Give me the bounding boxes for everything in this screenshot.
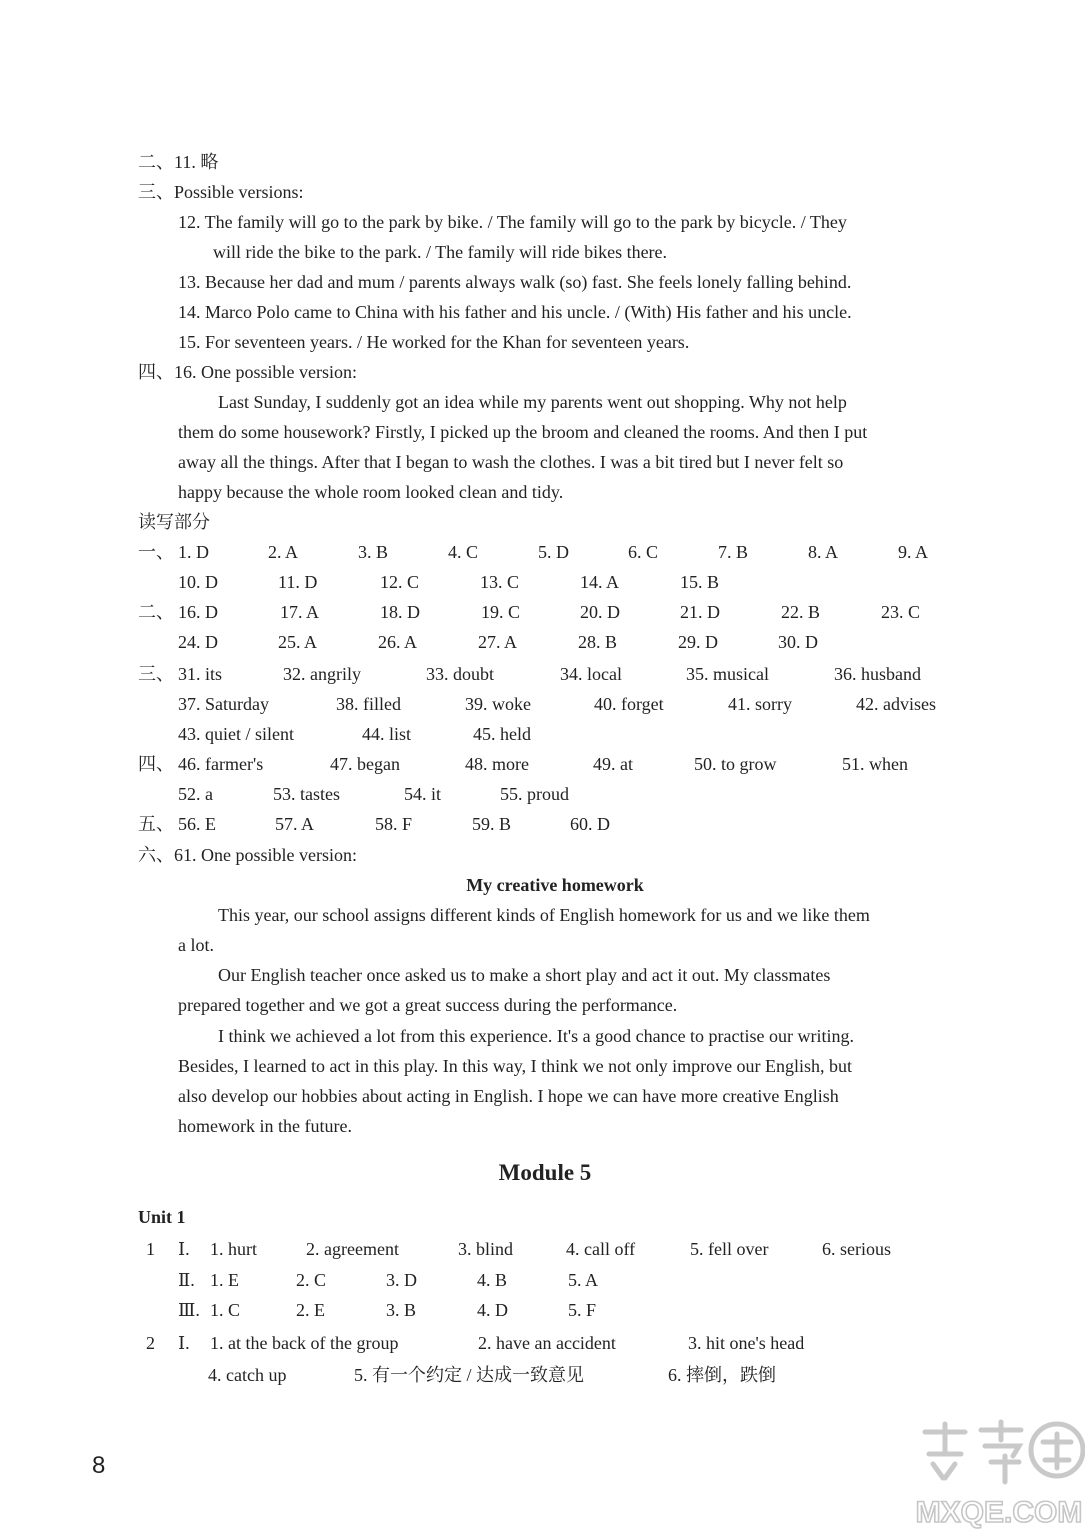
answer-item: 29. D xyxy=(678,632,718,652)
answer-item: 39. woke xyxy=(465,694,531,714)
reading-writing-heading: 读写部分 xyxy=(138,512,210,532)
answer-item: 31. its xyxy=(178,664,223,684)
answer-item: 11. D xyxy=(278,572,318,592)
answer-item: 4. D xyxy=(477,1300,508,1320)
answer-item: 27. A xyxy=(478,632,518,652)
answer-item: 21. D xyxy=(680,602,720,622)
answer-item: 16. D xyxy=(178,602,218,622)
answer-item: 15. B xyxy=(680,572,720,592)
u1-roman-1: Ⅰ. xyxy=(178,1239,190,1259)
answer-item: 17. A xyxy=(280,602,320,622)
answer-item: 18. D xyxy=(380,602,420,622)
answer-item: 41. sorry xyxy=(728,694,792,714)
u1-roman-2: Ⅱ. xyxy=(178,1270,195,1290)
essay2-title: My creative homework xyxy=(466,875,644,895)
q12-line1: 12. The family will go to the park by bike. / The family will go to the park by bicycle. / They xyxy=(178,212,847,232)
answer-item: 53. tastes xyxy=(273,784,340,804)
answer-item: 40. forget xyxy=(594,694,664,714)
module-title: Module 5 xyxy=(498,1160,592,1185)
essay2-line: I think we achieved a lot from this experience. It's a good chance to practise our writing. xyxy=(218,1026,855,1046)
essay1-line: happy because the whole room looked clean and tidy. xyxy=(178,482,564,502)
answer-item: 1. at the back of the group xyxy=(210,1333,399,1353)
answer-item: 4. call off xyxy=(566,1239,636,1259)
u1-roman-3: Ⅲ. xyxy=(178,1300,200,1320)
answer-item: 46. farmer's xyxy=(178,754,264,774)
essay2-line: a lot. xyxy=(178,935,214,955)
answer-item: 45. held xyxy=(473,724,531,744)
essay2-line: Our English teacher once asked us to make a short play and act it out. My classmates xyxy=(218,965,831,985)
answer-item: 60. D xyxy=(570,814,610,834)
answer-item: 10. D xyxy=(178,572,218,592)
answer-item: 34. local xyxy=(560,664,622,684)
answer-item: 6. serious xyxy=(822,1239,891,1259)
answer-item: 58. F xyxy=(375,814,413,834)
answer-item: 57. A xyxy=(275,814,315,834)
answer-item: 59. B xyxy=(472,814,512,834)
answer-item: 56. E xyxy=(178,814,216,834)
rw-sec3-prefix: 三、 xyxy=(138,664,174,684)
answer-item: 2. agreement xyxy=(306,1239,399,1259)
sec3-heading: 三、Possible versions: xyxy=(138,182,304,202)
watermark-text: MXQE.COM xyxy=(915,1496,1083,1529)
q13: 13. Because her dad and mum / parents always walk (so) fast. She feels lonely falling behind. xyxy=(178,272,852,292)
essay2-line: homework in the future. xyxy=(178,1116,352,1136)
answer-item: 2. C xyxy=(296,1270,327,1290)
answer-item: 35. musical xyxy=(686,664,769,684)
answer-item: 5. F xyxy=(568,1300,597,1320)
rw-sec2-prefix: 二、 xyxy=(138,602,174,622)
answer-item: 13. C xyxy=(480,572,520,592)
answer-item: 37. Saturday xyxy=(178,694,269,714)
answer-item: 49. at xyxy=(593,754,633,774)
answer-item: 9. A xyxy=(898,542,929,562)
answer-item: 5. 有一个约定 / 达成一致意见 xyxy=(354,1365,584,1385)
answer-item: 4. B xyxy=(477,1270,508,1290)
u1-item-number: 2 xyxy=(146,1333,155,1353)
answer-item: 4. catch up xyxy=(208,1365,287,1385)
answer-item: 42. advises xyxy=(856,694,936,714)
answer-item: 43. quiet / silent xyxy=(178,724,294,744)
answer-item: 32. angrily xyxy=(283,664,361,684)
answer-item: 30. D xyxy=(778,632,818,652)
unit-title: Unit 1 xyxy=(138,1207,186,1227)
answer-item: 54. it xyxy=(404,784,442,804)
answer-item: 3. B xyxy=(386,1300,417,1320)
essay2-line: also develop our hobbies about acting in English. I hope we can have more creative English xyxy=(178,1086,839,1106)
watermark-logo xyxy=(915,1412,1085,1530)
answer-item: 25. A xyxy=(278,632,318,652)
answer-item: 55. proud xyxy=(500,784,569,804)
essay2-line: prepared together and we got a great success during the performance. xyxy=(178,995,678,1015)
answer-item: 24. D xyxy=(178,632,218,652)
q12-line2: will ride the bike to the park. / The family will ride bikes there. xyxy=(213,242,668,262)
answer-item: 4. C xyxy=(448,542,479,562)
answer-item: 22. B xyxy=(781,602,821,622)
essay2-line: Besides, I learned to act in this play. In this way, I think we not only improve our English, but xyxy=(178,1056,853,1076)
answer-item: 3. blind xyxy=(458,1239,514,1259)
answer-item: 48. more xyxy=(465,754,529,774)
answer-item: 5. D xyxy=(538,542,569,562)
essay1-line: away all the things. After that I began to wash the clothes. I was a bit tired but I never felt so xyxy=(178,452,844,472)
essay2-line: This year, our school assigns different kinds of English homework for us and we like them xyxy=(218,905,870,925)
q14: 14. Marco Polo came to China with his father and his uncle. / (With) His father and his uncle. xyxy=(178,302,852,322)
answer-item: 50. to grow xyxy=(694,754,777,774)
rw-sec4-prefix: 四、 xyxy=(138,754,174,774)
answer-item: 44. list xyxy=(362,724,412,744)
answer-item: 38. filled xyxy=(336,694,401,714)
answer-item: 2. E xyxy=(296,1300,325,1320)
answer-item: 5. fell over xyxy=(690,1239,769,1259)
answer-item: 52. a xyxy=(178,784,213,804)
sec6-q61: 六、61. One possible version: xyxy=(138,845,357,865)
answer-item: 8. A xyxy=(808,542,839,562)
rw-sec1-prefix: 一、 xyxy=(138,542,174,562)
rw-sec5-prefix: 五、 xyxy=(138,814,174,834)
answer-item: 14. A xyxy=(580,572,620,592)
answer-item: 20. D xyxy=(580,602,620,622)
answer-item: 51. when xyxy=(842,754,908,774)
answer-item: 1. D xyxy=(178,542,209,562)
answer-item: 23. C xyxy=(881,602,921,622)
essay1-line: them do some housework? Firstly, I picked up the broom and cleaned the rooms. And then I put xyxy=(178,422,868,442)
answer-item: 7. B xyxy=(718,542,749,562)
answer-item: 3. hit one's head xyxy=(688,1333,805,1353)
answer-item: 19. C xyxy=(481,602,521,622)
u1-item-number: 1 xyxy=(146,1239,155,1259)
sec4-q16: 四、16. One possible version: xyxy=(138,362,357,382)
answer-item: 6. 摔倒，跌倒 xyxy=(668,1365,776,1385)
u1-roman-1b: Ⅰ. xyxy=(178,1333,190,1353)
answer-item: 36. husband xyxy=(834,664,921,684)
answer-item: 6. C xyxy=(628,542,659,562)
answer-item: 33. doubt xyxy=(426,664,495,684)
answer-item: 1. E xyxy=(210,1270,239,1290)
answer-item: 3. B xyxy=(358,542,389,562)
answer-item: 28. B xyxy=(578,632,618,652)
answer-item: 5. A xyxy=(568,1270,599,1290)
answer-item: 1. C xyxy=(210,1300,241,1320)
answer-item: 12. C xyxy=(380,572,420,592)
sec2-q11: 二、11. 略 xyxy=(138,152,219,172)
q15: 15. For seventeen years. / He worked for the Khan for seventeen years. xyxy=(178,332,690,352)
answer-item: 2. have an accident xyxy=(478,1333,616,1353)
page-number: 8 xyxy=(92,1452,106,1479)
answer-item: 1. hurt xyxy=(210,1239,257,1259)
answer-item: 47. began xyxy=(330,754,400,774)
answer-item: 2. A xyxy=(268,542,299,562)
answer-item: 3. D xyxy=(386,1270,417,1290)
essay1-line: Last Sunday, I suddenly got an idea while my parents went out shopping. Why not help xyxy=(218,392,847,412)
answer-item: 26. A xyxy=(378,632,418,652)
